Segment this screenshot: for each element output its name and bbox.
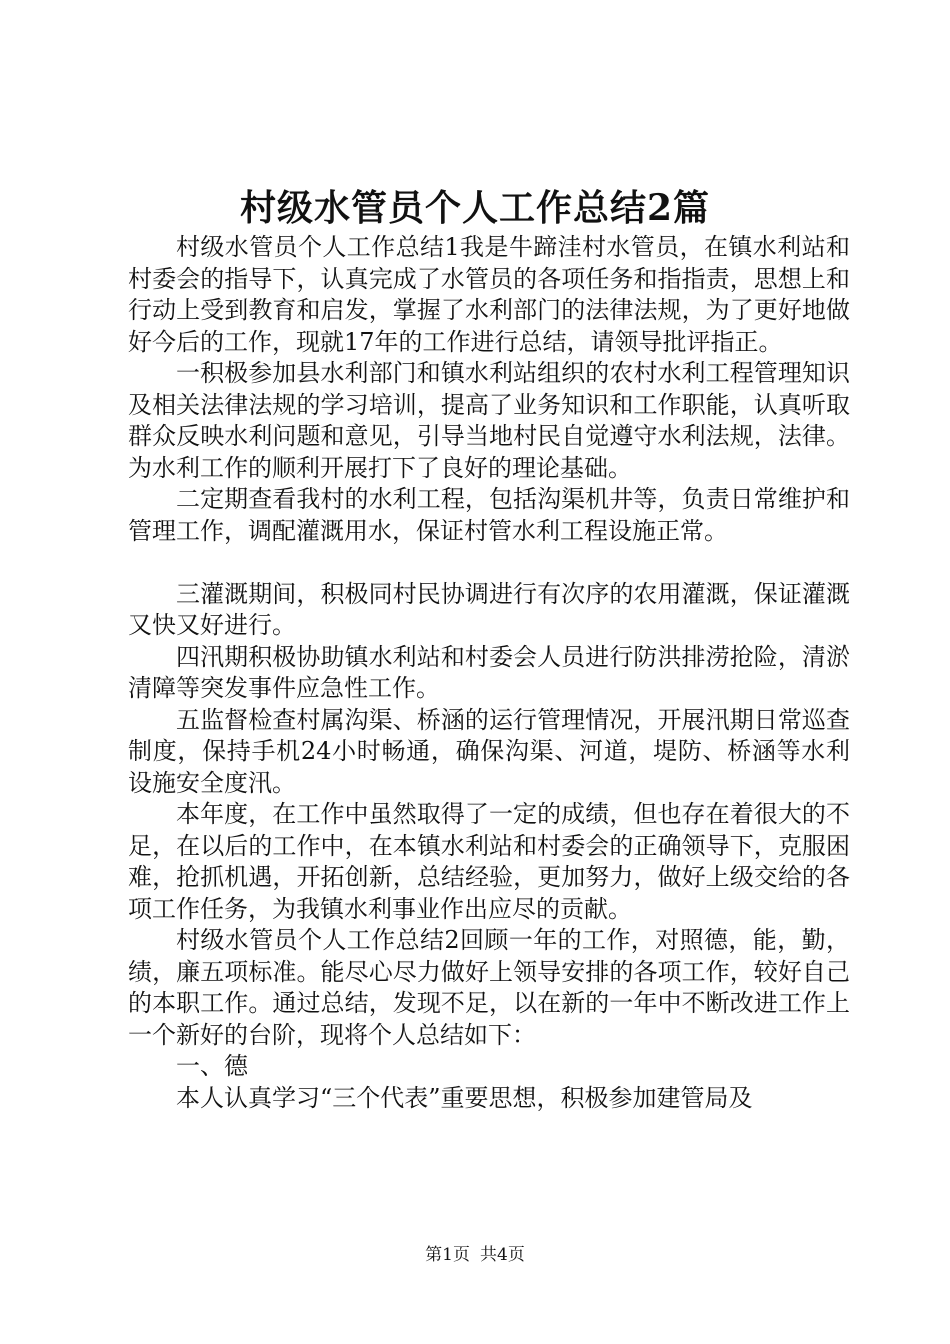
document-body xyxy=(128,232,850,1114)
paragraph-item-1: 一积极参加县水利部门和镇水利站组织的农村水利工程管理知识及相关法律法规的学习培训，提高了业务知识和工作职能，认真听取群众反映水利问题和意见，引导当地村民自觉遵守水利法规，法律。为水利工作的顺利开展打下了良好的理论基础。 xyxy=(128,359,850,482)
page-footer xyxy=(0,1243,950,1267)
paragraph-conclusion: 本年度，在工作中虽然取得了一定的成绩，但也存在着很大的不足，在以后的工作中，在本镇水利站和村委会的正确领导下，克服困难，抢抓机遇，开拓创新，总结经验，更加努力，做好上级交给的各项工作任务，为我镇水利事业作出应尽的贡献。 xyxy=(128,800,850,923)
paragraph-summary-2-intro: 村级水管员个人工作总结2回顾一年的工作，对照德，能，勤，绩，廉五项标准。能尽心尽力做好上领导安排的各项工作，较好自己的本职工作。通过总结，发现不足，以在新的一年中不断改进工作上一个新好的台阶，现将个人总结如下： xyxy=(128,926,850,1049)
paragraph-summary-1-intro: 村级水管员个人工作总结1我是牛蹄洼村水管员，在镇水利站和村委会的指导下，认真完成了水管员的各项任务和指指责，思想上和行动上受到教育和启发，掌握了水利部门的法律法规，为了更好地做好今后的工作，现就17年的工作进行总结，请领导批评指正。 xyxy=(128,233,850,356)
section-heading-de: 一、德 xyxy=(176,1052,248,1080)
page-number: 第1页 xyxy=(425,1245,470,1265)
paragraph-item-3: 三灌溉期间，积极同村民协调进行有次序的农用灌溉，保证灌溉又快又好进行。 xyxy=(128,579,850,639)
paragraph-item-2: 二定期查看我村的水利工程，包括沟渠机井等，负责日常维护和管理工作，调配灌溉用水，保证村管水利工程设施正常。 xyxy=(128,485,850,545)
page-total: 共4页 xyxy=(480,1245,525,1265)
paragraph-item-4: 四汛期积极协助镇水利站和村委会人员进行防洪排涝抢险，清淤清障等突发事件应急性工作。 xyxy=(128,642,850,702)
document-title: 村级水管员个人工作总结2篇 xyxy=(239,187,711,229)
paragraph-item-5: 五监督检查村属沟渠、桥涵的运行管理情况，开展汛期日常巡查制度，保持手机24小时畅通，确保沟渠、河道，堤防、桥涵等水利设施安全度汛。 xyxy=(128,705,850,797)
paragraph-de-body: 本人认真学习“三个代表”重要思想，积极参加建管局及 xyxy=(176,1083,753,1112)
